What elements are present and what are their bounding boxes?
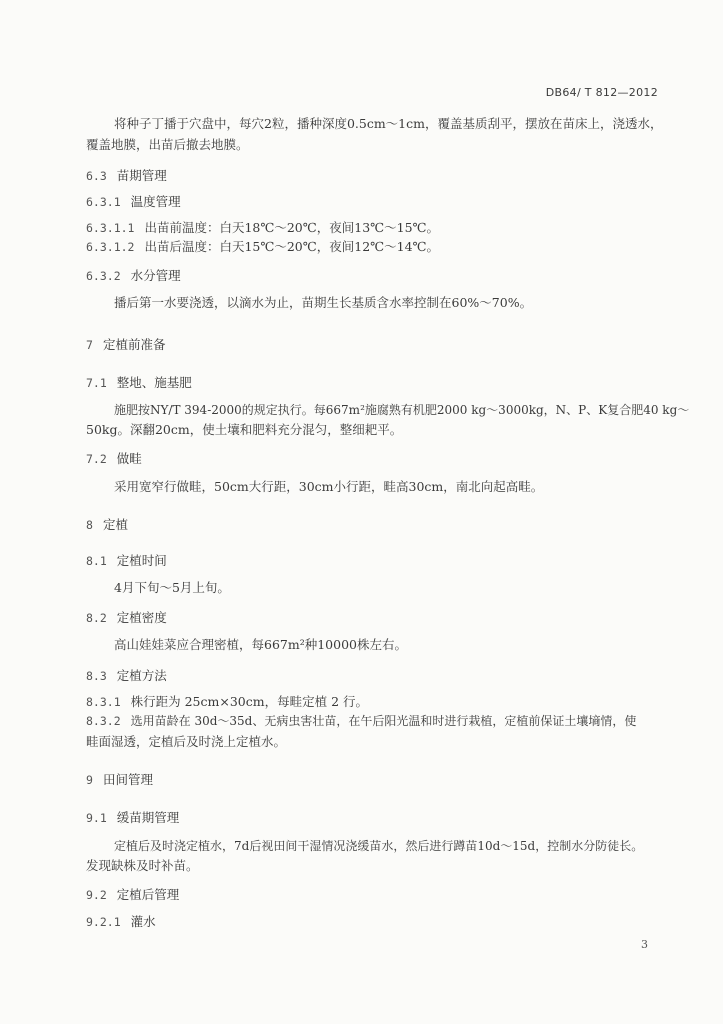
section-number: 8.1 [86,554,107,568]
section-title: 水分管理 [130,268,181,283]
section-title: 做畦 [116,451,142,466]
section-heading-7 [86,337,723,353]
section-title: 温度管理 [130,194,181,209]
section-title: 定植时间 [116,553,167,568]
section-number: 9.2 [86,888,107,902]
section-number: 6.3.1 [86,195,121,209]
paragraph-line: 发现缺株及时补苗。 [86,858,199,873]
section-number: 9.2.1 [86,915,121,929]
section-title: 定植方法 [116,668,167,683]
clause-8-3-1 [86,694,723,710]
paragraph-line: 畦面湿透，定植后及时浇上定植水。 [86,734,287,749]
paragraph-line: 50kg。深翻20cm，使土壤和肥料充分混匀，整细耙平。 [86,422,403,437]
section-title: 定植 [102,517,128,532]
clause-number: 8.3.1 [86,695,121,709]
clause-6-3-1-2 [86,239,723,255]
clause-number: 6.3.1.2 [86,240,135,254]
paragraph-line: 定植后及时浇定植水，7d后视田间干湿情况浇缓苗水，然后进行蹲苗10d～15d，控制水分防徒长。 [114,839,644,853]
section-number: 8 [86,518,93,532]
clause-text: 出苗前温度：白天18℃～20℃，夜间13℃～15℃。 [144,220,440,235]
paragraph-line: 施肥按NY/T 394-2000的规定执行。每667m²施腐熟有机肥2000 kg～3000kg，N、P、K复合肥40 kg～ [114,403,690,417]
section-number: 9.1 [86,811,107,825]
clause-8-3-2 [86,713,723,729]
section-number: 7.1 [86,376,107,390]
clause-text: 选用苗龄在 30d～35d、无病虫害壮苗，在午后阳光温和时进行栽植，定植前保证土壤墒情，使 [130,714,637,728]
clause-text: 出苗后温度：白天15℃～20℃，夜间12℃～14℃。 [144,239,440,254]
section-heading-7-2 [86,451,723,467]
section-title: 灌水 [130,914,156,929]
section-heading-9-1 [86,810,723,826]
section-title: 定植前准备 [102,337,166,352]
page-number: 3 [641,938,648,951]
section-heading-8-2 [86,610,723,626]
section-title: 整地、施基肥 [116,375,192,390]
section-number: 7.2 [86,452,107,466]
paragraph-line: 将种子丁播于穴盘中，每穴2粒，播种深度0.5cm～1cm，覆盖基质刮平，摆放在苗床上，浇透水， [114,116,663,131]
section-heading-9-2 [86,887,723,903]
section-heading-6-3 [86,168,723,184]
section-heading-9-2-1 [86,914,723,930]
section-number: 7 [86,338,93,352]
section-heading-6-3-1 [86,194,723,210]
section-number: 8.2 [86,611,107,625]
clause-6-3-1-1 [86,220,723,236]
section-number: 6.3.2 [86,269,121,283]
paragraph-line: 覆盖地膜，出苗后撤去地膜。 [86,137,249,152]
clause-text: 株行距为 25cm×30cm，每畦定植 2 行。 [130,694,368,709]
section-number: 8.3 [86,669,107,683]
paragraph-line: 采用宽窄行做畦，50cm大行距，30cm小行距，畦高30cm，南北向起高畦。 [114,479,544,494]
clause-number: 6.3.1.1 [86,221,135,235]
paragraph-line: 播后第一水要浇透，以滴水为止，苗期生长基质含水率控制在60%～70%。 [114,295,533,310]
section-heading-6-3-2 [86,268,723,284]
standard-code: DB64/ T 812—2012 [545,86,658,99]
section-title: 定植密度 [116,610,167,625]
paragraph-line: 4月下旬～5月上旬。 [114,580,230,595]
paragraph-line: 高山娃娃菜应合理密植，每667m²种10000株左右。 [114,637,407,652]
section-heading-9 [86,772,723,788]
clause-number: 8.3.2 [86,714,121,728]
section-title: 苗期管理 [116,168,167,183]
section-heading-7-1 [86,375,723,391]
section-number: 6.3 [86,169,107,183]
section-number: 9 [86,773,93,787]
section-heading-8-1 [86,553,723,569]
section-title: 定植后管理 [116,887,180,902]
section-title: 缓苗期管理 [116,810,180,825]
section-heading-8 [86,517,723,533]
section-title: 田间管理 [102,772,153,787]
section-heading-8-3 [86,668,723,684]
